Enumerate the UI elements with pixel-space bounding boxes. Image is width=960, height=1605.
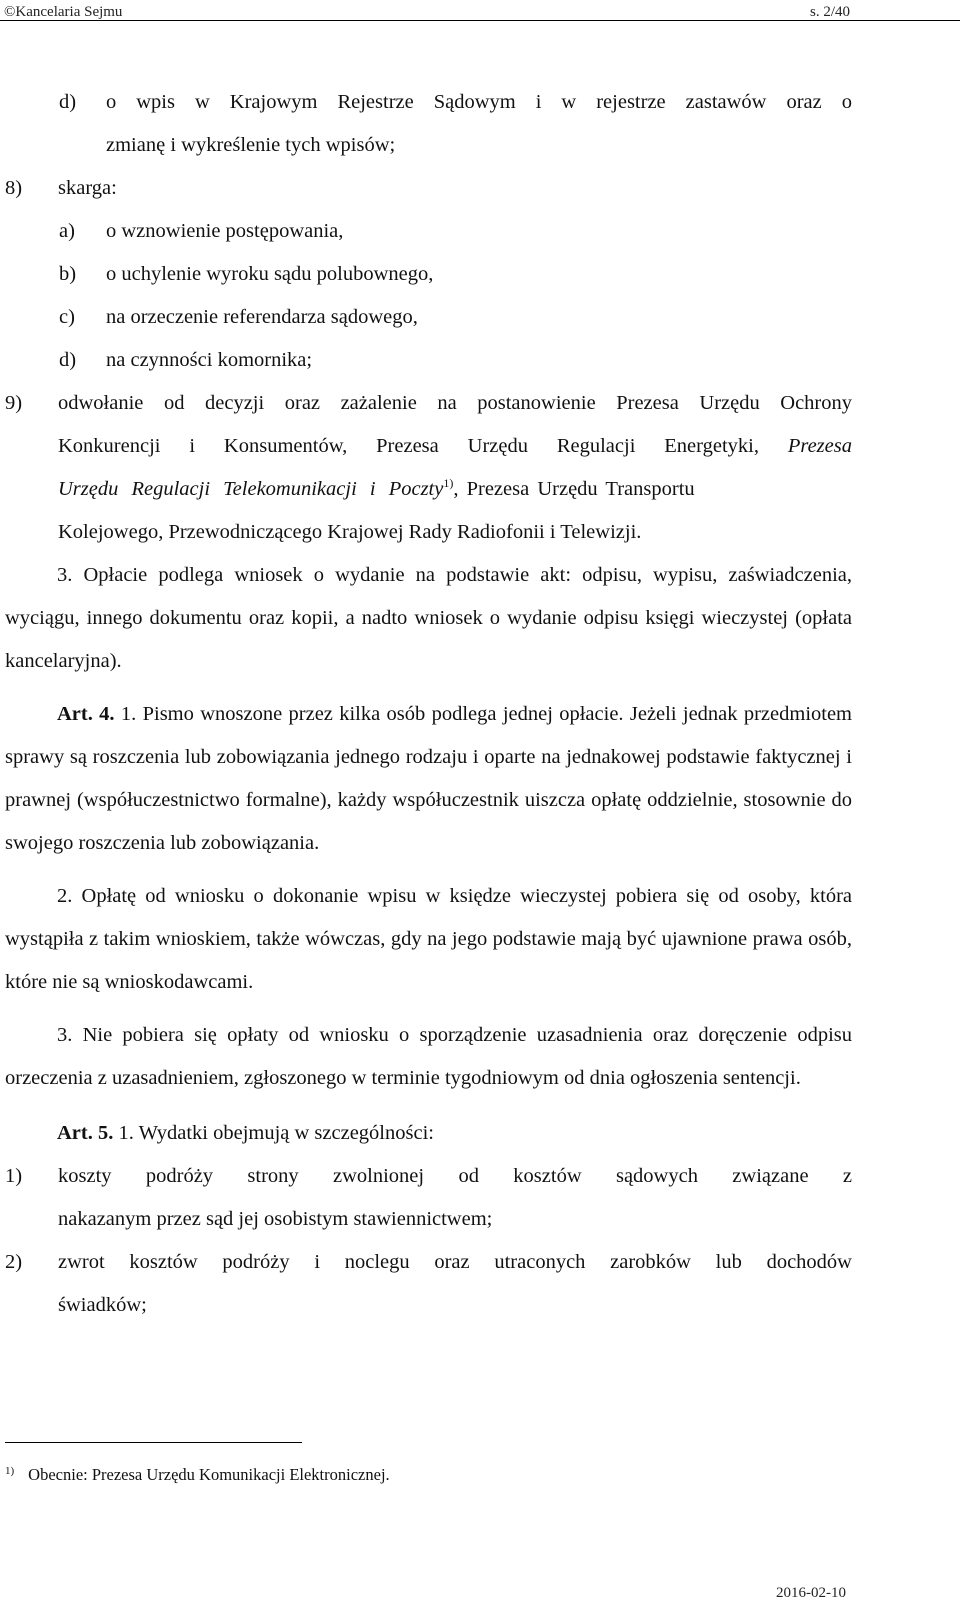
list-text: nakazanym przez sąd jej osobistym stawiennictwem; — [58, 1208, 493, 1230]
footnote-separator — [5, 1442, 302, 1443]
list-text: skarga: — [58, 177, 117, 199]
list-label: b) — [59, 263, 77, 285]
list-label: d) — [59, 91, 77, 113]
footnote-mark: 1) — [5, 1465, 15, 1477]
list-label: 8) — [5, 177, 23, 199]
italic-text: Prezesa — [787, 435, 852, 457]
list-item-9 — [5, 382, 852, 425]
list-label: 1) — [5, 1165, 23, 1187]
list-item-9-line3 — [5, 468, 852, 511]
footnote — [5, 1464, 390, 1488]
list-item — [5, 1155, 852, 1198]
list-text: odwołanie od decyzji oraz zażalenie na postanowienie Prezesa Urzędu Ochrony — [58, 392, 852, 414]
list-item — [5, 1241, 852, 1284]
list-text: , Prezesa Urzędu Transportu — [453, 478, 695, 500]
list-text: na orzeczenie referendarza sądowego, — [106, 306, 418, 328]
list-item — [5, 339, 852, 382]
paragraph-body: 1. Wydatki obejmują w szczególności: — [118, 1122, 434, 1144]
list-text: Konkurencji i Konsumentów, Prezesa Urzędu Regulacji Energetyki, — [58, 435, 759, 457]
page-number: s. 2/40 — [809, 4, 850, 20]
document-body — [5, 81, 852, 1327]
list-text: zmianę i wykreślenie tych wpisów; — [106, 134, 396, 156]
list-text: o wpis w Krajowym Rejestrze Sądowym i w rejestrze zastawów oraz o — [106, 91, 852, 113]
article-5-intro — [5, 1112, 852, 1155]
list-label: 9) — [5, 392, 23, 414]
list-item — [5, 210, 852, 253]
paragraph-text: 2. Opłatę od wniosku o dokonanie wpisu w księdze wieczystej pobiera się od osoby, która wystąpiła z takim wnioskiem, także wówczas, gdy na jego podstawie mają być ujawnione prawa osób, które nie są wnioskodawcami. — [5, 885, 852, 993]
list-item — [5, 253, 852, 296]
list-label: c) — [59, 306, 75, 328]
article-heading: Art. 4. — [57, 703, 115, 725]
article-4-paragraph-1 — [5, 693, 852, 865]
footnote-text: Obecnie: Prezesa Urzędu Komunikacji Elektronicznej. — [28, 1465, 390, 1484]
list-label: a) — [59, 220, 75, 242]
list-text: na czynności komornika; — [106, 349, 313, 371]
italic-text: Urzędu Regulacji Telekomunikacji i Poczty — [58, 478, 444, 500]
paragraph-text: 3. Nie pobiera się opłaty od wniosku o sporządzenie uzasadnienia oraz doręczenie odpisu orzeczenia z uzasadnieniem, zgłoszonego w terminie tygodniowym od dnia ogłoszenia sentencji. — [5, 1024, 852, 1089]
article-heading: Art. 5. — [57, 1122, 114, 1144]
footnote-ref: 1) — [443, 476, 454, 490]
list-text-line — [58, 468, 695, 511]
list-text: koszty podróży strony zwolnionej od kosztów sądowych związane z — [58, 1165, 852, 1187]
list-text: Kolejowego, Przewodniczącego Krajowej Rady Radiofonii i Telewizji. — [58, 521, 642, 543]
list-item — [5, 167, 852, 210]
list-item — [5, 124, 852, 167]
list-text: świadków; — [58, 1294, 147, 1316]
paragraph-body: 1. Pismo wnoszone przez kilka osób podlega jednej opłacie. Jeżeli jednak przedmiotem sprawy są roszczenia lub zobowiązania jednego rodzaju i oparte na jednakowej podstawie faktycznej i prawnej (współuczestnictwo formalne), każdy współuczestnik uiszcza opłatę oddzielnie, stosownie do swojego roszczenia lub zobowiązania. — [5, 703, 853, 854]
document-date: 2016-02-10 — [776, 1585, 846, 1601]
list-text: zwrot kosztów podróży i noclegu oraz utraconych zarobków lub dochodów — [58, 1251, 852, 1273]
list-text-line — [58, 425, 852, 468]
list-item-9-line4 — [5, 511, 852, 554]
header-rule — [0, 20, 960, 21]
list-text: o wznowienie postępowania, — [106, 220, 344, 242]
article-4-paragraph-2 — [5, 875, 852, 1004]
header-source: ©Kancelaria Sejmu — [4, 4, 123, 20]
list-label: 2) — [5, 1251, 23, 1273]
list-item — [5, 296, 852, 339]
list-item-9-line2 — [5, 425, 852, 468]
list-item — [5, 81, 852, 124]
list-item-continuation — [5, 1284, 852, 1327]
list-label: d) — [59, 349, 77, 371]
list-item-continuation — [5, 1198, 852, 1241]
paragraph-3 — [5, 554, 852, 683]
article-4-paragraph-3 — [5, 1014, 852, 1100]
paragraph-text — [5, 693, 852, 865]
list-text: o uchylenie wyroku sądu polubownego, — [106, 263, 434, 285]
paragraph-text: 3. Opłacie podlega wniosek o wydanie na podstawie akt: odpisu, wypisu, zaświadczenia, wyciągu, innego dokumentu oraz kopii, a nadto wniosek o wydanie odpisu księgi wieczystej (opłata kancelaryjna). — [5, 564, 852, 672]
paragraph-text — [57, 1112, 434, 1155]
